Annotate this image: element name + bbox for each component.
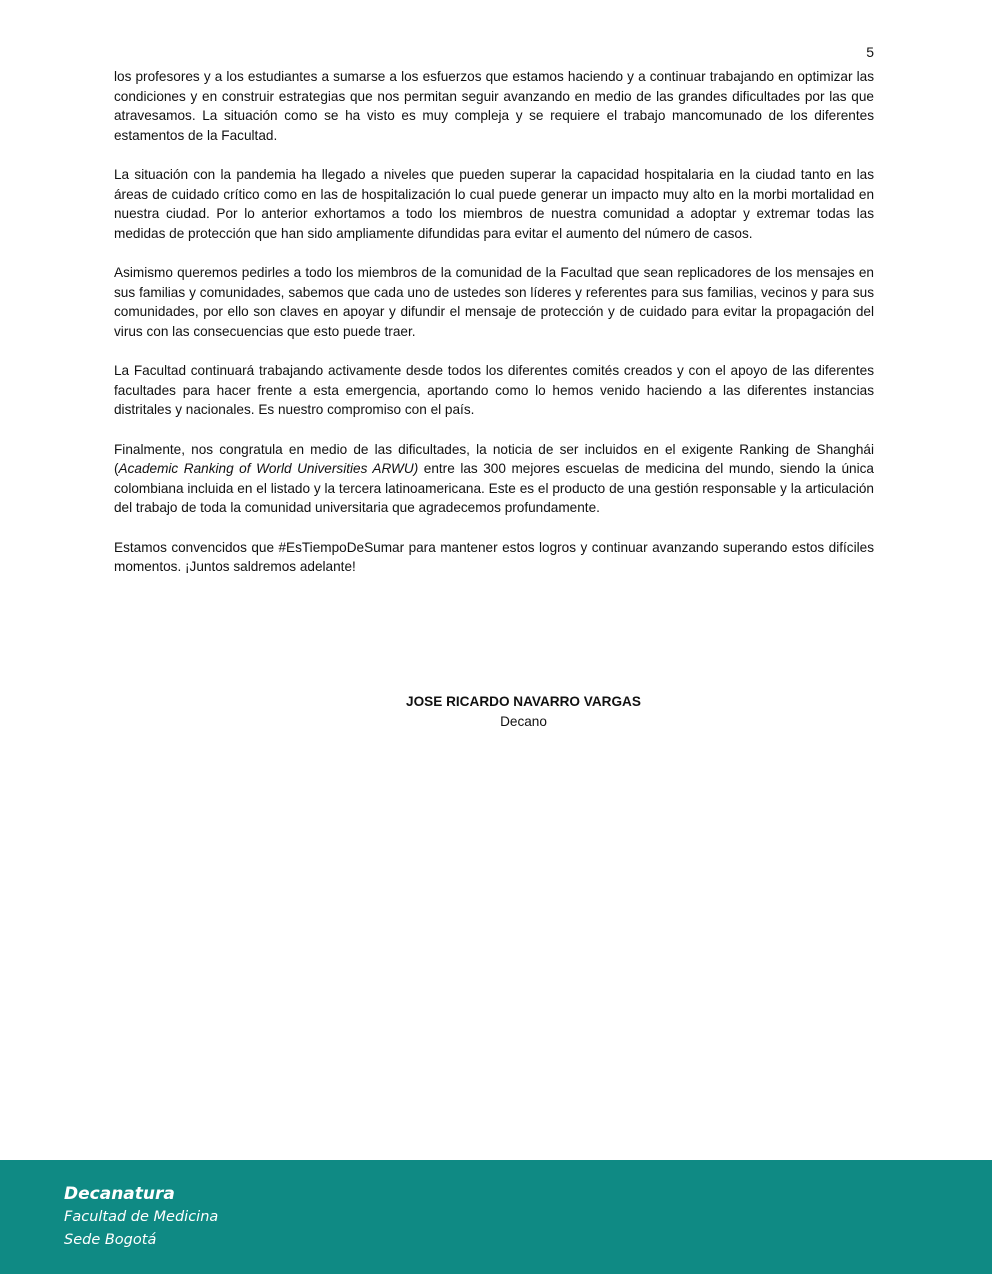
footer-text xyxy=(64,1182,218,1252)
paragraph-3: Asimismo queremos pedirles a todo los miembros de la comunidad de la Facultad que sean replicadores de los mensajes en sus familias y comunidades, sabemos que cada uno de ustedes son líderes y referentes para sus familias, vecinos y para sus comunidades, por ello son claves en apoyar y difundir el mensaje de protección y de cuidado para evitar la propagación del virus con las consecuencias que esto puede traer. xyxy=(114,265,874,339)
signature-block xyxy=(0,692,992,732)
footer-campus: Sede Bogotá xyxy=(64,1232,157,1248)
paragraph-5 xyxy=(114,440,874,518)
paragraph-2: La situación con la pandemia ha llegado a niveles que pueden superar la capacidad hospitalaria en la ciudad tanto en las áreas de cuidado crítico como en las de hospitalización lo cual puede generar un impacto muy alto en la morbi mortalidad en nuestra ciudad. Por lo anterior exhortamos a todo los miembros de nuestra comunidad a adoptar y extremar todas las medidas de protección que han sido ampliamente difundidas para evitar el aumento del número de casos. xyxy=(114,167,874,241)
paragraph-5-start: Finalmente, nos congratula en medio de las dificultades, la noticia de ser incluidos en el exigente Ranking de Shanghái ( xyxy=(114,441,874,476)
paragraph-5-end: entre las 300 mejores escuelas de medicina del mundo, siendo la única colombiana incluida en el listado y la tercera latinoamericana. Este es el producto de una gestión responsable y la articulación del trabajo de toda la comunidad universitaria que agradecemos profundamente. xyxy=(114,461,874,515)
signatory-name: JOSE RICARDO NAVARRO VARGAS xyxy=(406,694,641,709)
signatory-title: Decano xyxy=(500,714,547,729)
footer-band xyxy=(0,1160,992,1274)
paragraph-1: los profesores y a los estudiantes a sumarse a los esfuerzos que estamos haciendo y a continuar trabajando en optimizar las condiciones y en construir estrategias que nos permitan seguir avanzando en medio de las grandes dificultades por las que atravesamos. La situación como se ha visto es muy compleja y se requiere el trabajo mancomunado de los diferentes estamentos de la Facultad. xyxy=(114,69,874,143)
footer-faculty: Facultad de Medicina xyxy=(64,1209,219,1225)
paragraph-6: Estamos convencidos que #EsTiempoDeSumar para mantener estos logros y continuar avanzando superando estos difíciles momentos. ¡Juntos saldremos adelante! xyxy=(114,539,874,574)
paragraph-4: La Facultad continuará trabajando activamente desde todos los diferentes comités creados y con el apoyo de las diferentes facultades para hacer frente a esta emergencia, aportando como lo hemos venido haciendo a las diferentes instancias distritales y nacionales. Es nuestro compromiso con el país. xyxy=(114,363,874,417)
page-number: 5 xyxy=(866,44,874,60)
footer-title: Decanatura xyxy=(64,1184,175,1204)
paragraph-5-italic: Academic Ranking of World Universities ARWU) xyxy=(118,461,419,476)
letter-body xyxy=(114,67,874,597)
